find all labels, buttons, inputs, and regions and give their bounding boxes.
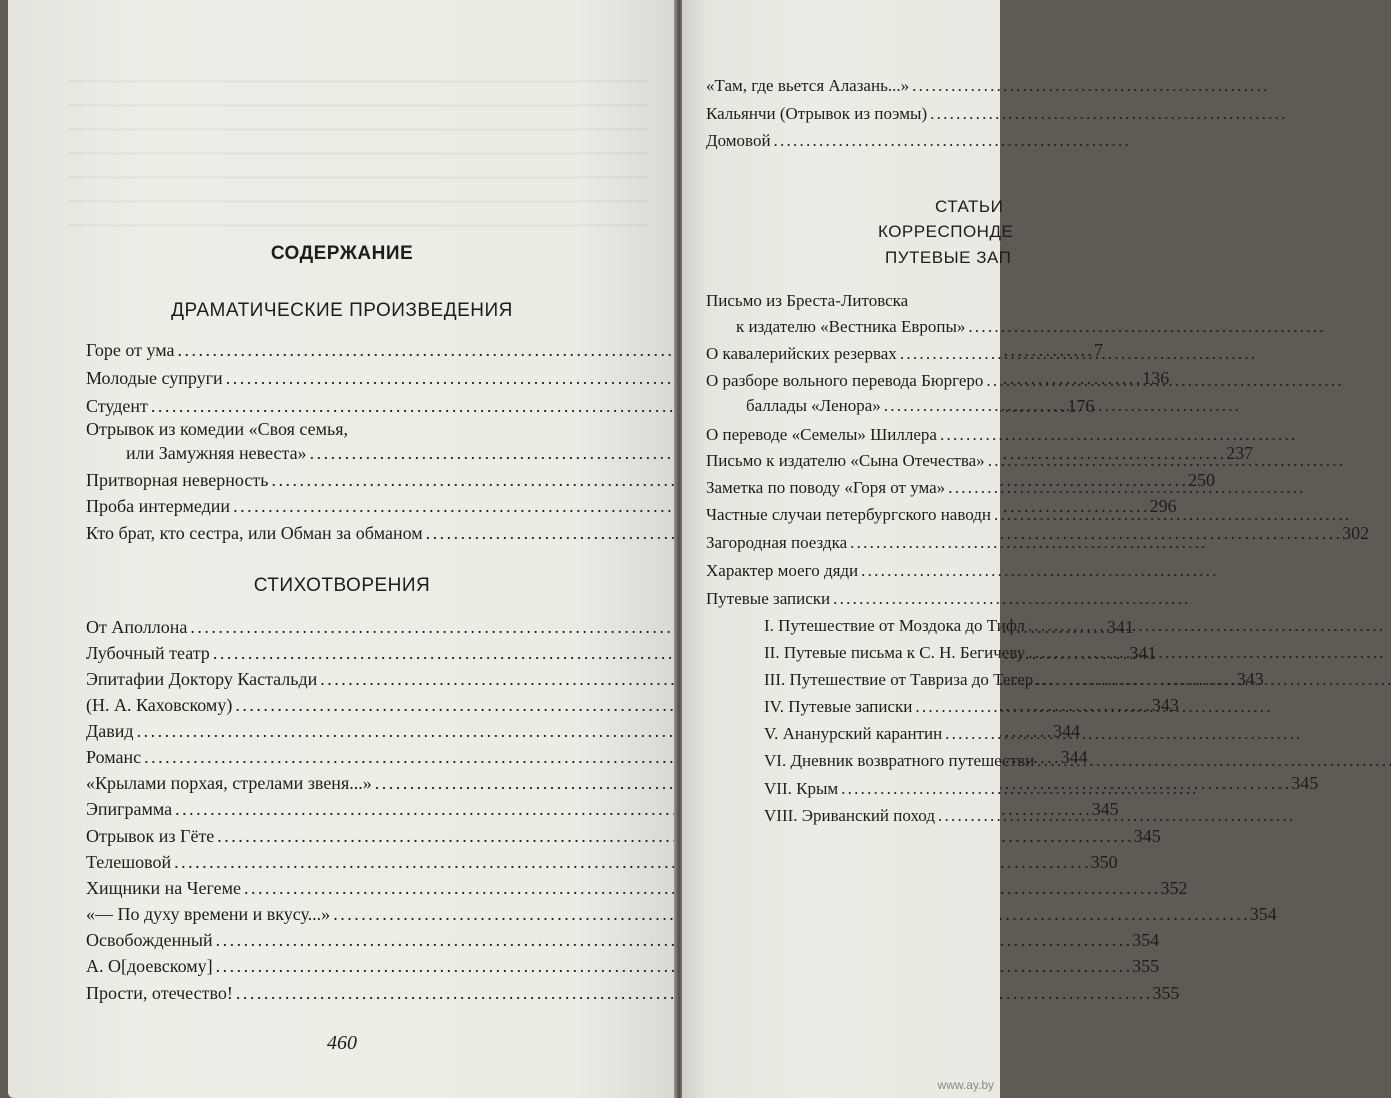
section-drama-heading: ДРАМАТИЧЕСКИЕ ПРОИЗВЕДЕНИЯ (171, 300, 513, 321)
toc-entry: Телешовой . . . 350 (86, 852, 638, 878)
toc-entry: Отрывок из Гёте . . . 345 (86, 826, 638, 852)
toc-entry: Кальянчи (Отрывок из поэмы) . . . (706, 104, 1026, 130)
toc-entry: или Замужняя невеста» . . . 237 (126, 443, 638, 469)
toc-entry: От Аполлона . . . 341 (86, 617, 638, 643)
toc-entry: Хищники на Чегеме . . . 352 (86, 878, 638, 904)
toc-subentry: II. Путевые письма к С. Н. Бегичеву . . . (764, 643, 1084, 669)
watermark: www.ay.by (937, 1078, 994, 1092)
toc-entry: Домовой . . . (706, 131, 1026, 157)
toc-entry: Молодые супруги . . . 136 (86, 368, 638, 394)
show-through-text (68, 80, 648, 240)
toc-entry: «Там, где вьется Алазань...» . . . (706, 76, 1026, 102)
toc-entry: Проба интермедии . . . 296 (86, 496, 638, 522)
toc-subentry: I. Путешествие от Моздока до Тифл . . . (764, 616, 1084, 642)
toc-entry: «Крылами порхая, стрелами звеня...» . . . 345 (86, 773, 638, 799)
toc-subentry: V. Ананурский карантин . . . (764, 724, 1084, 750)
toc-entry: Загородная поездка . . . (706, 533, 1026, 559)
toc-subentry: IV. Путевые записки . . . (764, 697, 1084, 723)
toc-entry: к издателю «Вестника Европы» . . . (736, 317, 1056, 343)
toc-subentry: VI. Дневник возвратного путешестви . . . (764, 751, 1084, 777)
toc-entry: Путевые записки . . . (706, 589, 1026, 615)
toc-entry: Эпитафии Доктору Кастальди . . . 343 (86, 669, 638, 695)
right-page (682, 0, 1035, 1098)
toc-entry: О переводе «Семелы» Шиллера . . . (706, 425, 1026, 451)
toc-entry: Заметка по поводу «Горя от ума» . . . (706, 478, 1026, 504)
toc-entry: Эпиграмма . . . 345 (86, 799, 638, 825)
section-heading: ПУТЕВЫЕ ЗАП (885, 248, 1012, 267)
toc-entry: «— По духу времени и вкусу...» . . . 354 (86, 904, 638, 930)
toc-entry: (Н. А. Каховскому) . . . 343 (86, 695, 638, 721)
toc-entry: Лубочный театр . . . 341 (86, 643, 638, 669)
toc-entry: Прости, отечество! . . . 355 (86, 983, 638, 1009)
section-heading: КОРРЕСПОНДЕ (878, 222, 1014, 241)
toc-entry: О кавалерийских резервах . . . (706, 344, 1026, 370)
toc-entry: Частные случаи петербургского наводн . . . (706, 505, 1026, 531)
toc-entry: О разборе вольного перевода Бюргеро . . . (706, 371, 1026, 397)
section-heading: СТАТЬИ (935, 197, 1004, 216)
toc-subentry: VII. Крым . . . (764, 779, 1084, 805)
toc-entry: Освобожденный . . . 354 (86, 930, 638, 956)
toc-entry-line1: Отрывок из комедии «Своя семья, (86, 419, 348, 439)
toc-subentry: III. Путешествие от Тавриза до Тегер . . . (764, 670, 1084, 696)
toc-entry: Притворная неверность . . . 250 (86, 470, 638, 496)
section-poems-heading: СТИХОТВОРЕНИЯ (253, 575, 431, 596)
toc-entry: А. О[доевскому] . . . 355 (86, 956, 638, 982)
toc-entry: баллады «Ленора» . . . (746, 396, 1066, 422)
toc-entry-line1: Письмо из Бреста-Литовска (706, 291, 909, 310)
contents-heading: СОДЕРЖАНИЕ (270, 243, 414, 264)
toc-subentry: VIII. Эриванский поход . . . (764, 806, 1084, 832)
toc-entry: Горе от ума . . . 7 (86, 340, 638, 366)
toc-entry: Давид . . . 344 (86, 721, 638, 747)
toc-entry: Романс . . . 344 (86, 747, 638, 773)
toc-entry: Письмо к издателю «Сына Отечества» . . . (706, 451, 1026, 477)
toc-entry: Студент . . . 176 (86, 396, 638, 422)
toc-entry: Характер моего дяди . . . (706, 561, 1026, 587)
page-number: 460 (327, 1032, 357, 1054)
toc-entry: Кто брат, кто сестра, или Обман за обманом . . . 302 (86, 523, 638, 549)
